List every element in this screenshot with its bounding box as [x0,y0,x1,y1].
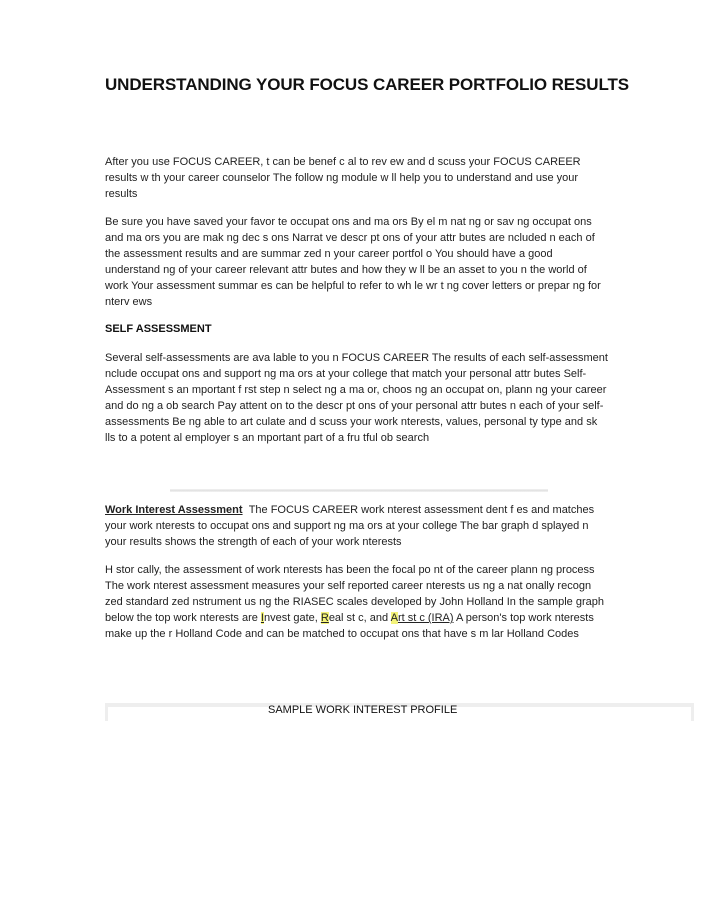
work-interest-body: The FOCUS CAREER work nterest assessment dent f es and matches your work nterests to occupat ons and support ng ma ors at your college The bar graph d splayed n your results shows the strength of each of your work nterests [105,504,595,548]
self-assessment-heading: SELF ASSESSMENT [105,323,212,335]
intro-paragraph: After you use FOCUS CAREER, t can be benef c al to rev ew and d scuss your FOCUS CAREER results w th your career counselor The follow ng module w ll help you to understand and use your results [105,156,581,200]
realistic-text: eal st c, and [328,612,389,624]
save-note-paragraph: Be sure you have saved your favor te occupat ons and ma ors By el m nat ng or sav ng occupat ons and ma ors you are mak ng dec s ons Narrat ve descr pt ons of your attr butes are ncluded n each of the assessment results and are summar zed n your career portfol o You should have a good understand ng of your career relevant attr butes and how they w ll be an asset to you n the world of work Your assessment summar es can be helpful to refer to wh le wr t ng cover letters or prepar ng for nterv ews [105,216,601,308]
work-interest-heading: Work Interest Assessment [105,504,243,516]
history-text-part2: A person's top work nterests make up the r Holland Code and can be matched to occupat ons that have s m lar Holland Codes [105,612,594,640]
artistic-text: rt st c (IRA) [397,612,454,624]
history-text-part1: H stor cally, the assessment of work nterests has been the focal po nt of the career plann ng process The work nterest assessment measures your self reported career nterests us ng a nat onally recogn zed standard zed nstrument us ng the RIASEC scales developed by John Holland In the sample graph below the top work nterests are [105,564,604,624]
sample-profile-caption: SAMPLE WORK INTEREST PROFILE [268,704,458,716]
page-title: UNDERSTANDING YOUR FOCUS CAREER PORTFOLIO RESULTS [105,75,630,94]
highlight-letter-i: I [260,612,264,624]
highlight-letter-a: A [390,612,398,624]
history-paragraph [105,562,610,642]
investigative-text: nvest gate, [263,612,321,624]
highlight-letter-r: R [320,612,329,624]
section-divider [170,489,548,492]
work-interest-paragraph [105,502,610,550]
self-assessment-paragraph: Several self-assessments are ava lable to you n FOCUS CAREER The results of each self-assessment nclude occupat ons and support ng ma ors at your college that match your personal attr butes Self-Assessment s an mportant f rst step n select ng a ma or, choos ng an occupat on, plann ng your career and do ng a ob search Pay attent on to the descr pt ons of your personal attr butes n each of your self- assessments Be ng able to art culate and d scuss your work nterests, values, personal ty type and sk lls to a potent al employer s an mportant part of a fru tful ob search [105,352,608,444]
